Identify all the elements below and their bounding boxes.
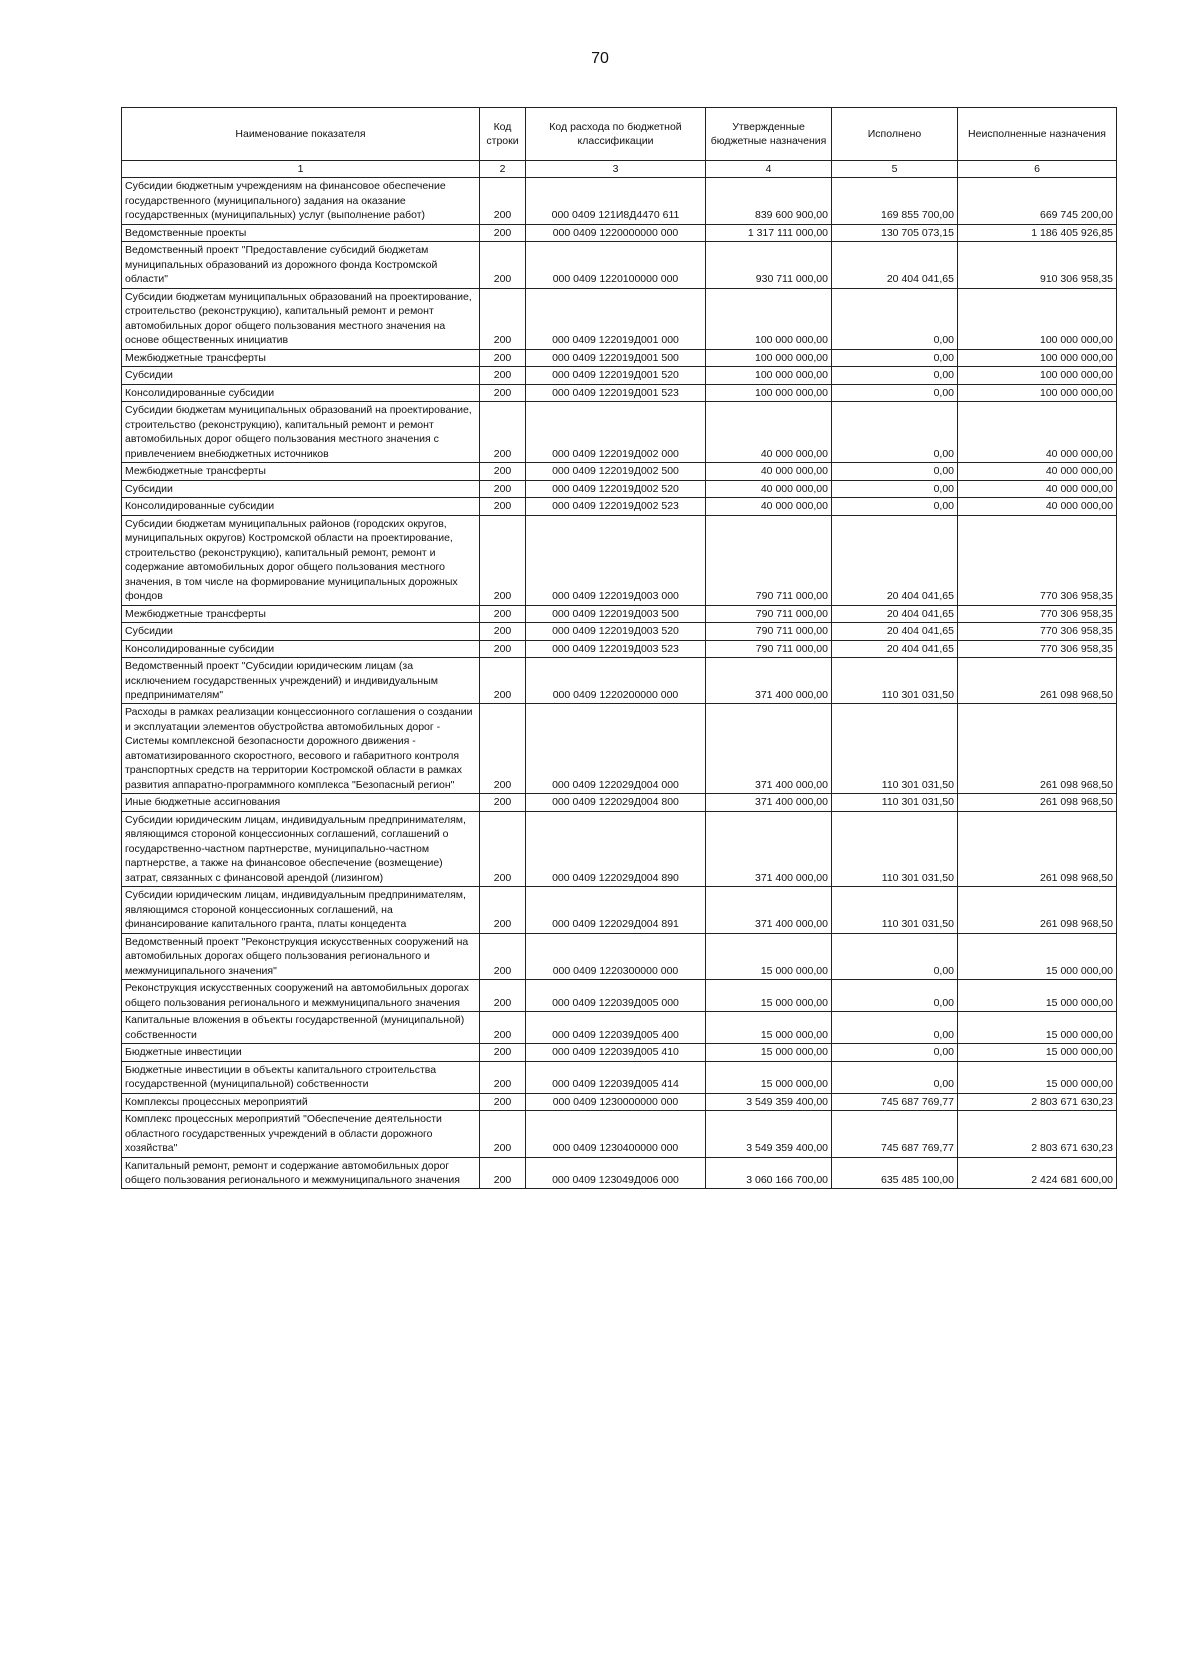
row-unexecuted: 15 000 000,00	[958, 1061, 1117, 1093]
row-approved: 790 711 000,00	[706, 515, 832, 605]
row-classification: 000 0409 122019Д001 000	[526, 288, 706, 349]
row-unexecuted: 100 000 000,00	[958, 384, 1117, 401]
row-classification: 000 0409 1220000000 000	[526, 224, 706, 241]
table-row	[122, 242, 1117, 288]
row-executed: 0,00	[832, 349, 958, 366]
row-unexecuted: 261 098 968,50	[958, 658, 1117, 704]
row-approved: 930 711 000,00	[706, 242, 832, 288]
budget-execution-table	[121, 107, 1117, 1189]
row-classification: 000 0409 122039Д005 410	[526, 1044, 706, 1061]
row-code: 200	[480, 704, 526, 794]
row-classification: 000 0409 122019Д002 523	[526, 498, 706, 515]
row-name: Межбюджетные трансферты	[122, 463, 480, 480]
row-executed: 0,00	[832, 480, 958, 497]
row-code: 200	[480, 367, 526, 384]
column-number: 1	[122, 161, 480, 178]
row-name: Комплекс процессных мероприятий "Обеспечение деятельности областного государственных учреждений в области дорожного хозяйства"	[122, 1111, 480, 1157]
row-approved: 40 000 000,00	[706, 498, 832, 515]
row-code: 200	[480, 349, 526, 366]
row-name: Межбюджетные трансферты	[122, 349, 480, 366]
row-approved: 15 000 000,00	[706, 1012, 832, 1044]
row-name: Консолидированные субсидии	[122, 498, 480, 515]
row-unexecuted: 2 803 671 630,23	[958, 1093, 1117, 1110]
row-unexecuted: 261 098 968,50	[958, 811, 1117, 886]
row-approved: 100 000 000,00	[706, 288, 832, 349]
row-code: 200	[480, 640, 526, 657]
row-approved: 40 000 000,00	[706, 480, 832, 497]
row-code: 200	[480, 1012, 526, 1044]
row-approved: 100 000 000,00	[706, 384, 832, 401]
header-code: Код строки	[480, 108, 526, 161]
row-name: Субсидии бюджетам муниципальных образований на проектирование, строительство (реконструкцию), капитальный ремонт и ремонт автомобильных дорог общего пользования местного значения с привлечением внебюджетных источников	[122, 402, 480, 463]
row-classification: 000 0409 122019Д002 000	[526, 402, 706, 463]
row-classification: 000 0409 122019Д001 520	[526, 367, 706, 384]
row-executed: 0,00	[832, 933, 958, 979]
row-approved: 15 000 000,00	[706, 980, 832, 1012]
row-unexecuted: 40 000 000,00	[958, 480, 1117, 497]
table-row	[122, 811, 1117, 886]
row-name: Капитальные вложения в объекты государственной (муниципальной) собственности	[122, 1012, 480, 1044]
table-row	[122, 794, 1117, 811]
row-executed: 635 485 100,00	[832, 1157, 958, 1189]
row-name: Расходы в рамках реализации концессионного соглашения о создании и эксплуатации элементов обустройства автомобильных дорог - Системы комплексной безопасности дорожного движения - автоматизированного скоростного, весового и габаритного контроля транспортных средств на территории Костромской области в рамках развития аппаратно-программного комплекса "Безопасный регион"	[122, 704, 480, 794]
row-approved: 790 711 000,00	[706, 623, 832, 640]
row-unexecuted: 40 000 000,00	[958, 498, 1117, 515]
row-executed: 110 301 031,50	[832, 794, 958, 811]
table-row	[122, 515, 1117, 605]
row-approved: 371 400 000,00	[706, 794, 832, 811]
row-executed: 130 705 073,15	[832, 224, 958, 241]
header-executed: Исполнено	[832, 108, 958, 161]
row-classification: 000 0409 122039Д005 400	[526, 1012, 706, 1044]
row-name: Субсидии юридическим лицам, индивидуальным предпринимателям, являющимся стороной концессионных соглашений, соглашений о государственно-частном партнерстве, муниципально-частном партнерстве, а также на финансовое обеспечение (возмещение) затрат, связанных с финансовой арендой (лизингом)	[122, 811, 480, 886]
column-number: 6	[958, 161, 1117, 178]
row-unexecuted: 100 000 000,00	[958, 349, 1117, 366]
row-approved: 15 000 000,00	[706, 933, 832, 979]
row-unexecuted: 15 000 000,00	[958, 933, 1117, 979]
table-row	[122, 498, 1117, 515]
row-unexecuted: 15 000 000,00	[958, 1044, 1117, 1061]
row-unexecuted: 40 000 000,00	[958, 402, 1117, 463]
row-approved: 790 711 000,00	[706, 605, 832, 622]
page-number: 70	[591, 50, 609, 67]
row-name: Межбюджетные трансферты	[122, 605, 480, 622]
table-row	[122, 402, 1117, 463]
row-unexecuted: 770 306 958,35	[958, 623, 1117, 640]
row-approved: 3 060 166 700,00	[706, 1157, 832, 1189]
row-approved: 371 400 000,00	[706, 704, 832, 794]
table-row	[122, 349, 1117, 366]
table-header-row	[122, 108, 1117, 161]
row-approved: 15 000 000,00	[706, 1061, 832, 1093]
row-executed: 0,00	[832, 402, 958, 463]
row-executed: 0,00	[832, 1012, 958, 1044]
row-code: 200	[480, 480, 526, 497]
header-classification: Код расхода по бюджетной классификации	[526, 108, 706, 161]
row-unexecuted: 1 186 405 926,85	[958, 224, 1117, 241]
row-executed: 0,00	[832, 463, 958, 480]
row-code: 200	[480, 242, 526, 288]
row-unexecuted: 770 306 958,35	[958, 605, 1117, 622]
row-approved: 15 000 000,00	[706, 1044, 832, 1061]
row-name: Субсидии	[122, 623, 480, 640]
row-classification: 000 0409 1230000000 000	[526, 1093, 706, 1110]
row-classification: 000 0409 1220200000 000	[526, 658, 706, 704]
row-code: 200	[480, 623, 526, 640]
row-classification: 000 0409 122039Д005 414	[526, 1061, 706, 1093]
row-executed: 20 404 041,65	[832, 515, 958, 605]
row-unexecuted: 15 000 000,00	[958, 980, 1117, 1012]
row-executed: 0,00	[832, 384, 958, 401]
row-executed: 745 687 769,77	[832, 1111, 958, 1157]
table-row	[122, 480, 1117, 497]
table-row	[122, 704, 1117, 794]
row-code: 200	[480, 811, 526, 886]
table-row	[122, 224, 1117, 241]
row-executed: 20 404 041,65	[832, 623, 958, 640]
table-row	[122, 1157, 1117, 1189]
row-code: 200	[480, 1093, 526, 1110]
row-unexecuted: 261 098 968,50	[958, 794, 1117, 811]
row-name: Комплексы процессных мероприятий	[122, 1093, 480, 1110]
row-classification: 000 0409 122019Д001 523	[526, 384, 706, 401]
row-executed: 0,00	[832, 1044, 958, 1061]
table-row	[122, 288, 1117, 349]
row-approved: 40 000 000,00	[706, 463, 832, 480]
row-classification: 000 0409 122039Д005 000	[526, 980, 706, 1012]
table-row	[122, 1061, 1117, 1093]
row-classification: 000 0409 122019Д003 520	[526, 623, 706, 640]
header-approved: Утвержденные бюджетные назначения	[706, 108, 832, 161]
row-code: 200	[480, 384, 526, 401]
row-classification: 000 0409 123049Д006 000	[526, 1157, 706, 1189]
row-classification: 000 0409 122029Д004 891	[526, 887, 706, 933]
column-number: 4	[706, 161, 832, 178]
row-unexecuted: 261 098 968,50	[958, 887, 1117, 933]
column-number: 2	[480, 161, 526, 178]
table-row	[122, 640, 1117, 657]
row-executed: 0,00	[832, 1061, 958, 1093]
row-classification: 000 0409 122019Д002 500	[526, 463, 706, 480]
row-code: 200	[480, 224, 526, 241]
row-executed: 0,00	[832, 498, 958, 515]
row-approved: 100 000 000,00	[706, 349, 832, 366]
row-name: Ведомственный проект "Предоставление субсидий бюджетам муниципальных образований из дорожного фонда Костромской области"	[122, 242, 480, 288]
header-unexecuted: Неисполненные назначения	[958, 108, 1117, 161]
row-classification: 000 0409 122019Д003 000	[526, 515, 706, 605]
row-unexecuted: 770 306 958,35	[958, 640, 1117, 657]
row-approved: 371 400 000,00	[706, 887, 832, 933]
row-name: Консолидированные субсидии	[122, 640, 480, 657]
row-unexecuted: 669 745 200,00	[958, 178, 1117, 224]
row-executed: 0,00	[832, 367, 958, 384]
row-executed: 110 301 031,50	[832, 704, 958, 794]
row-name: Консолидированные субсидии	[122, 384, 480, 401]
column-number-row	[122, 161, 1117, 178]
row-code: 200	[480, 515, 526, 605]
column-number: 5	[832, 161, 958, 178]
table-row	[122, 933, 1117, 979]
row-approved: 790 711 000,00	[706, 640, 832, 657]
row-name: Субсидии	[122, 480, 480, 497]
row-executed: 745 687 769,77	[832, 1093, 958, 1110]
row-classification: 000 0409 122029Д004 890	[526, 811, 706, 886]
row-unexecuted: 770 306 958,35	[958, 515, 1117, 605]
row-classification: 000 0409 1220300000 000	[526, 933, 706, 979]
row-classification: 000 0409 1220100000 000	[526, 242, 706, 288]
row-classification: 000 0409 122029Д004 000	[526, 704, 706, 794]
row-classification: 000 0409 1230400000 000	[526, 1111, 706, 1157]
row-unexecuted: 910 306 958,35	[958, 242, 1117, 288]
row-code: 200	[480, 498, 526, 515]
row-approved: 3 549 359 400,00	[706, 1111, 832, 1157]
row-executed: 20 404 041,65	[832, 242, 958, 288]
row-code: 200	[480, 178, 526, 224]
row-unexecuted: 261 098 968,50	[958, 704, 1117, 794]
row-code: 200	[480, 402, 526, 463]
row-classification: 000 0409 122019Д003 500	[526, 605, 706, 622]
row-code: 200	[480, 658, 526, 704]
row-code: 200	[480, 980, 526, 1012]
row-unexecuted: 100 000 000,00	[958, 367, 1117, 384]
row-code: 200	[480, 933, 526, 979]
row-name: Капитальный ремонт, ремонт и содержание автомобильных дорог общего пользования регионального и межмуниципального значения	[122, 1157, 480, 1189]
table-row	[122, 605, 1117, 622]
row-code: 200	[480, 794, 526, 811]
row-classification: 000 0409 122019Д003 523	[526, 640, 706, 657]
row-approved: 839 600 900,00	[706, 178, 832, 224]
row-unexecuted: 100 000 000,00	[958, 288, 1117, 349]
table-row	[122, 367, 1117, 384]
table-row	[122, 980, 1117, 1012]
row-unexecuted: 2 424 681 600,00	[958, 1157, 1117, 1189]
table-row	[122, 178, 1117, 224]
row-executed: 20 404 041,65	[832, 640, 958, 657]
row-executed: 110 301 031,50	[832, 658, 958, 704]
row-executed: 110 301 031,50	[832, 811, 958, 886]
row-classification: 000 0409 122019Д001 500	[526, 349, 706, 366]
row-unexecuted: 2 803 671 630,23	[958, 1111, 1117, 1157]
row-name: Ведомственный проект "Субсидии юридическим лицам (за исключением государственных учреждений) и индивидуальным предпринимателям"	[122, 658, 480, 704]
table-row	[122, 1111, 1117, 1157]
row-code: 200	[480, 1044, 526, 1061]
row-classification: 000 0409 121И8Д4470 611	[526, 178, 706, 224]
row-code: 200	[480, 887, 526, 933]
row-executed: 110 301 031,50	[832, 887, 958, 933]
row-code: 200	[480, 1061, 526, 1093]
row-classification: 000 0409 122029Д004 800	[526, 794, 706, 811]
table-row	[122, 887, 1117, 933]
row-name: Ведомственные проекты	[122, 224, 480, 241]
row-name: Субсидии бюджетам муниципальных районов (городских округов, муниципальных округов) Костромской области на проектирование, строительство (реконструкцию), капитальный ремонт, ремонт и содержание автомобильных дорог общего пользования местного значения, в том числе на формирование муниципальных дорожных фондов	[122, 515, 480, 605]
row-approved: 40 000 000,00	[706, 402, 832, 463]
row-code: 200	[480, 1111, 526, 1157]
row-unexecuted: 40 000 000,00	[958, 463, 1117, 480]
row-code: 200	[480, 463, 526, 480]
row-approved: 1 317 111 000,00	[706, 224, 832, 241]
row-approved: 371 400 000,00	[706, 658, 832, 704]
row-approved: 3 549 359 400,00	[706, 1093, 832, 1110]
header-name: Наименование показателя	[122, 108, 480, 161]
table-row	[122, 623, 1117, 640]
row-name: Субсидии бюджетным учреждениям на финансовое обеспечение государственного (муниципального) задания на оказание государственных (муниципальных) услуг (выполнение работ)	[122, 178, 480, 224]
row-code: 200	[480, 605, 526, 622]
row-approved: 100 000 000,00	[706, 367, 832, 384]
table-row	[122, 1044, 1117, 1061]
table-row	[122, 463, 1117, 480]
row-name: Бюджетные инвестиции в объекты капитального строительства государственной (муниципальной) собственности	[122, 1061, 480, 1093]
row-approved: 371 400 000,00	[706, 811, 832, 886]
row-executed: 20 404 041,65	[832, 605, 958, 622]
table-row	[122, 1012, 1117, 1044]
row-classification: 000 0409 122019Д002 520	[526, 480, 706, 497]
table-row	[122, 384, 1117, 401]
row-name: Ведомственный проект "Реконструкция искусственных сооружений на автомобильных дорогах общего пользования регионального и межмуниципального значения"	[122, 933, 480, 979]
row-executed: 0,00	[832, 980, 958, 1012]
row-name: Иные бюджетные ассигнования	[122, 794, 480, 811]
row-executed: 169 855 700,00	[832, 178, 958, 224]
row-executed: 0,00	[832, 288, 958, 349]
row-name: Субсидии юридическим лицам, индивидуальным предпринимателям, являющимся стороной концессионных соглашений, на финансирование капитального гранта, платы концедента	[122, 887, 480, 933]
row-name: Бюджетные инвестиции	[122, 1044, 480, 1061]
row-name: Реконструкция искусственных сооружений на автомобильных дорогах общего пользования регионального и межмуниципального значения	[122, 980, 480, 1012]
table-row	[122, 1093, 1117, 1110]
column-number: 3	[526, 161, 706, 178]
row-name: Субсидии бюджетам муниципальных образований на проектирование, строительство (реконструкцию), капитальный ремонт и ремонт автомобильных дорог общего пользования местного значения на основе общественных инициатив	[122, 288, 480, 349]
row-code: 200	[480, 288, 526, 349]
row-code: 200	[480, 1157, 526, 1189]
row-name: Субсидии	[122, 367, 480, 384]
row-unexecuted: 15 000 000,00	[958, 1012, 1117, 1044]
table-row	[122, 658, 1117, 704]
